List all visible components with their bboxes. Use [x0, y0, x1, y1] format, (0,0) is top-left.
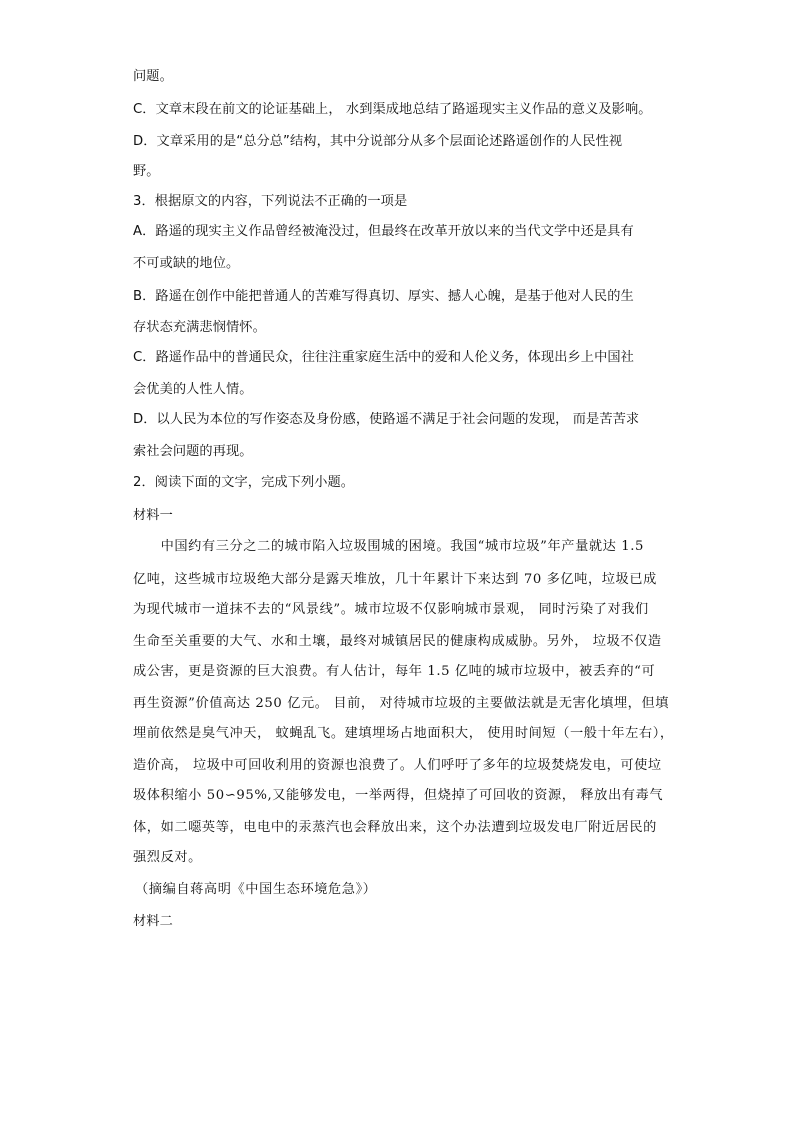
passage-line: 圾体积缩小 50∽95%,又能够发电，一举两得，但烧掉了可回收的资源， 释放出有毒气 [133, 788, 664, 803]
text-line: 问题。 [133, 69, 173, 84]
text-line: 索社会问题的再现。 [133, 444, 253, 459]
text-line: 存状态充满悲悯情怀。 [133, 320, 266, 335]
material-2-heading: 材料二 [133, 914, 173, 929]
passage-line: 埋前依然是臭气冲天， 蚊蝇乱飞。建填埋场占地面积大， 使用时间短（一般十年左右）， [133, 726, 674, 741]
passage-line: 再生资源”价值高达 250 亿元。 目前， 对待城市垃圾的主要做法就是无害化填埋，但填 [133, 696, 670, 711]
question-3-line: 3．根据原文的内容，下列说法不正确的一项是 [133, 194, 408, 209]
text-line: 野。 [133, 164, 160, 179]
option-d-line: D．以人民为本位的写作姿态及身份感，使路遥不满足于社会问题的发现， 而是苦苦求 [133, 412, 640, 427]
text-line: 会优美的人性人情。 [133, 382, 253, 397]
passage-line: 亿吨，这些城市垃圾绝大部分是露天堆放，几十年累计下来达到 70 多亿吨，垃圾已成 [133, 572, 657, 587]
option-d-line: D．文章采用的是“总分总”结构，其中分说部分从多个层面论述路遥创作的人民性视 [133, 134, 623, 149]
passage-line: 中国约有三分之二的城市陷入垃圾围城的困境。我国“城市垃圾”年产量就达 1.5 [133, 539, 645, 554]
passage-line: 为现代城市一道抹不去的“风景线”。城市垃圾不仅影响城市景观， 同时污染了对我们 [133, 602, 649, 617]
material-1-heading: 材料一 [133, 508, 173, 523]
text-line: 不可或缺的地位。 [133, 256, 240, 271]
passage-line: 生命至关重要的大气、水和土壤，最终对城镇居民的健康构成威胁。另外， 垃圾不仅造 [133, 634, 662, 649]
option-c-line: C．文章末段在前文的论证基础上， 水到渠成地总结了路遥现实主义作品的意义及影响。 [133, 102, 652, 117]
passage-line: 成公害，更是资源的巨大浪费。有人估计，每年 1.5 亿吨的城市垃圾中，被丢弃的“可 [133, 664, 656, 679]
passage-line: 造价高， 垃圾中可回收利用的资源也浪费了。人们呼吁了多年的垃圾焚烧发电，可使垃 [133, 758, 662, 773]
option-b-line: B．路遥在创作中能把普通人的苦难写得真切、厚实、撼人心魄，是基于他对人民的生 [133, 289, 634, 304]
passage-line: 体，如二噁英等，电电中的汞蒸汽也会释放出来，这个办法遭到垃圾发电厂附近居民的 [133, 820, 657, 835]
question-2-line: 2．阅读下面的文字，完成下列小题。 [133, 475, 355, 490]
source-citation: （摘编自蒋高明《中国生态环境危急》） [135, 882, 377, 897]
option-a-line: A．路遥的现实主义作品曾经被淹没过，但最终在改革开放以来的当代文学中还是具有 [133, 224, 634, 239]
passage-line: 强烈反对。 [133, 850, 202, 865]
option-c-line: C．路遥作品中的普通民众，往往注重家庭生活中的爱和人伦义务，体现出乡上中国社 [133, 350, 634, 365]
